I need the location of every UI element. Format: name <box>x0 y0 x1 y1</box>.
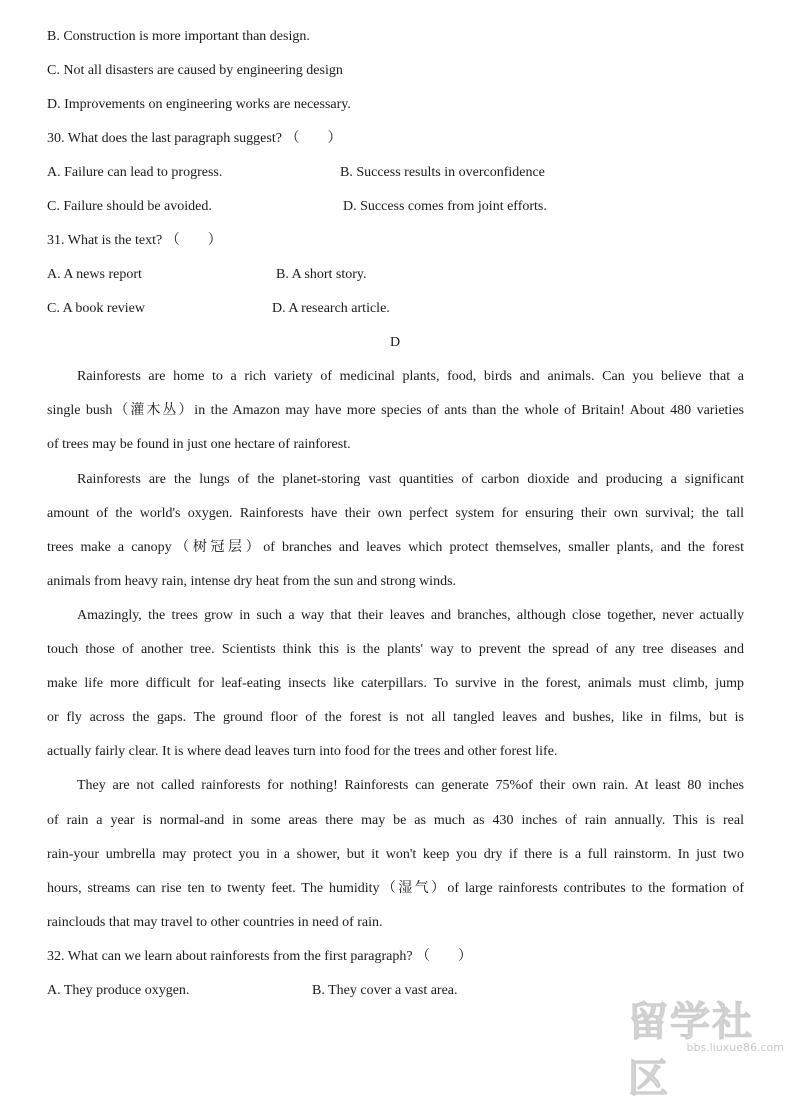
paragraph-line: actually fairly clear. It is where dead leaves turn into food for the trees and other forest life. <box>47 744 558 759</box>
question-30: 30. What does the last paragraph suggest? （ ） <box>47 131 342 146</box>
option-31-b: B. A short story. <box>276 267 367 282</box>
option-31-c: C. A book review <box>47 301 145 316</box>
paragraph-line: trees make a canopy（树冠层）of branches and leaves which protect themselves, smaller plants, and the forest <box>47 540 744 555</box>
paragraph-line: of rain a year is normal-and in some areas there may be as much as 430 inches of rain annually. This is real <box>47 813 744 828</box>
section-heading-d: D <box>389 335 401 350</box>
paragraph-line: single bush（灌木丛）in the Amazon may have more species of ants than the whole of Britain! About 480 varieties <box>47 403 744 418</box>
option-30-a: A. Failure can lead to progress. <box>47 165 223 180</box>
option-31-d: D. A research article. <box>272 301 390 316</box>
option-30-b: B. Success results in overconfidence <box>340 165 545 180</box>
paragraph-line: rainclouds that may travel to other countries in need of rain. <box>47 915 383 930</box>
question-31: 31. What is the text? （ ） <box>47 233 222 248</box>
site-watermark <box>628 990 788 1102</box>
paragraph-line: Rainforests are the lungs of the planet-storing vast quantities of carbon dioxide and producing a significant <box>77 472 744 487</box>
option-31-a: A. A news report <box>47 267 142 282</box>
option-32-a: A. They produce oxygen. <box>47 983 190 998</box>
option-32-b: B. They cover a vast area. <box>312 983 458 998</box>
option-30-d: D. Success comes from joint efforts. <box>343 199 547 214</box>
paragraph-line: amount of the world's oxygen. Rainforests have their own perfect system for ensuring their own survival; the tall <box>47 506 744 521</box>
paragraph-line: make life more difficult for leaf-eating insects like caterpillars. To survive in the forest, animals must climb, jump <box>47 676 744 691</box>
paragraph-line: Amazingly, the trees grow in such a way that their leaves and branches, although close together, never actually <box>77 608 744 623</box>
paragraph-line: Rainforests are home to a rich variety of medicinal plants, food, birds and animals. Can you believe that a <box>77 369 744 384</box>
option-29-c: C. Not all disasters are caused by engineering design <box>47 63 343 78</box>
paragraph-line: hours, streams can rise ten to twenty feet. The humidity（湿气）of large rainforests contributes to the formation of <box>47 881 744 896</box>
paragraph-line: They are not called rainforests for nothing! Rainforests can generate 75%of their own rain. At least 80 inches <box>77 778 744 793</box>
paragraph-line: rain-your umbrella may protect you in a shower, but it won't keep you dry if there is a full rainstorm. In just two <box>47 847 744 862</box>
paragraph-line: touch those of another tree. Scientists think this is the plants' way to prevent the spread of any tree diseases and <box>47 642 744 657</box>
watermark-logo-text: 留学社区 <box>628 999 754 1102</box>
option-29-b: B. Construction is more important than design. <box>47 29 310 44</box>
paragraph-line: animals from heavy rain, intense dry heat from the sun and strong winds. <box>47 574 457 589</box>
paragraph-line: or fly across the gaps. The ground floor of the forest is not all tangled leaves and bushes, like in films, but is <box>47 710 744 725</box>
watermark-url: bbs.liuxue86.com <box>686 1041 784 1054</box>
paragraph-line: of trees may be found in just one hectare of rainforest. <box>47 437 351 452</box>
option-29-d: D. Improvements on engineering works are necessary. <box>47 97 351 112</box>
option-30-c: C. Failure should be avoided. <box>47 199 212 214</box>
question-32: 32. What can we learn about rainforests from the first paragraph? （ ） <box>47 949 473 964</box>
